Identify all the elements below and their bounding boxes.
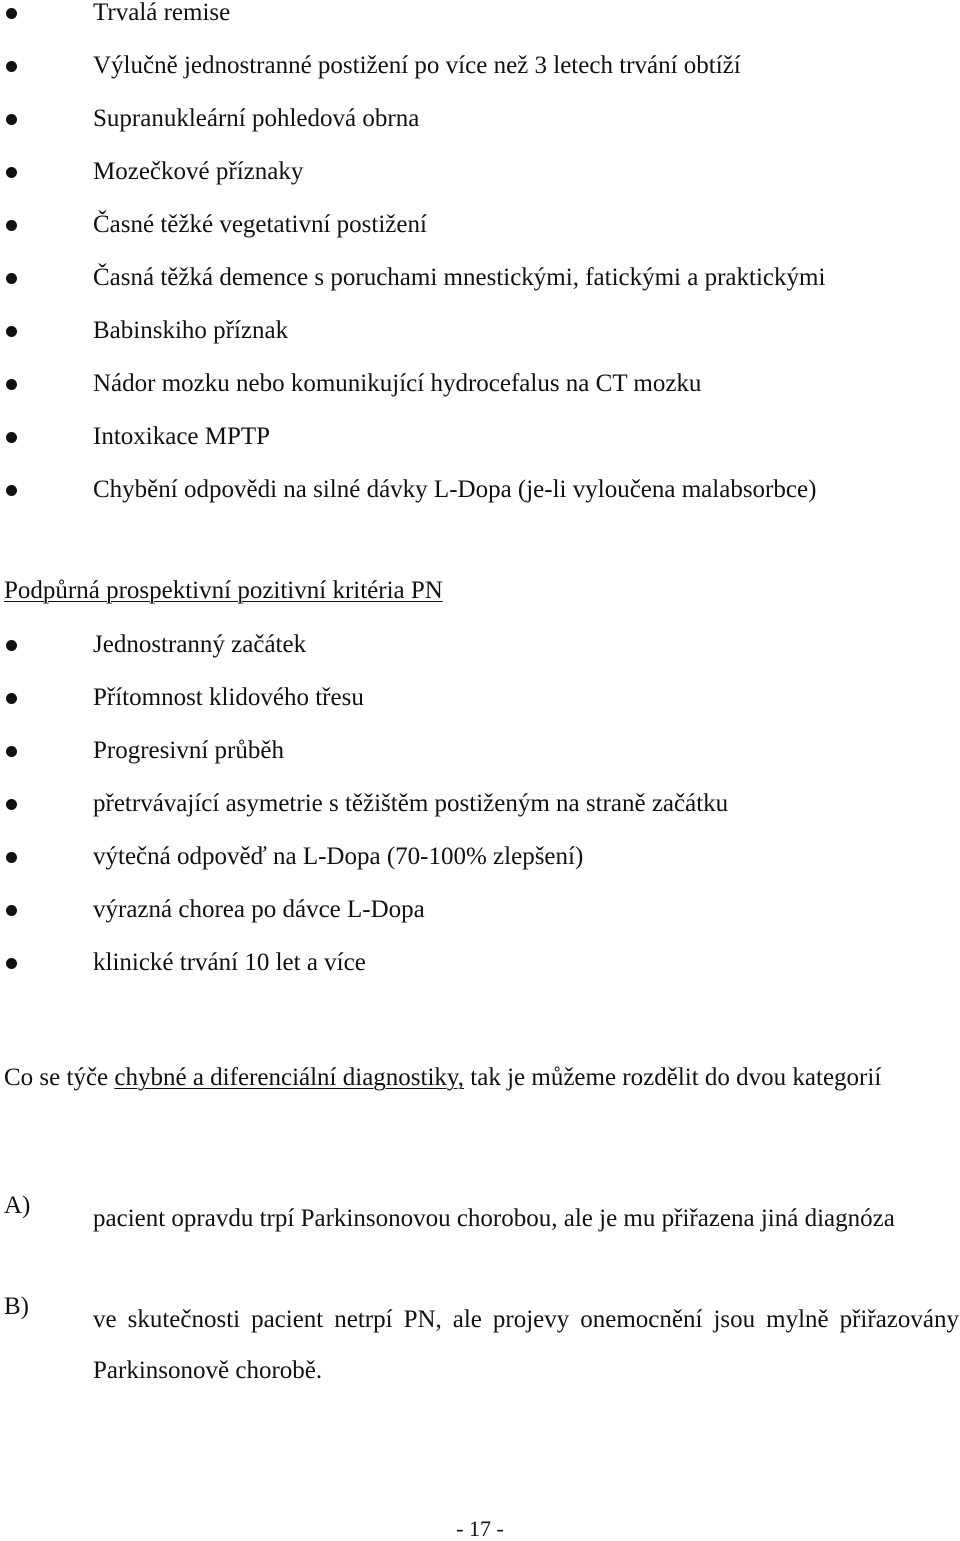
list-item-text: Časná těžká demence s poruchami mnestickými, fatickými a praktickými [93,264,826,291]
page-number: - 17 - [456,1516,504,1541]
list-item-text: Výlučně jednostranné postižení po více než 3 letech trvání obtíží [93,52,741,79]
bullet-icon [6,8,17,19]
bullet-icon [6,326,17,337]
list-item-text: klinické trvání 10 let a více [93,949,366,976]
category-text: ve skutečnosti pacient netrpí PN, ale projevy onemocnění jsou mylně přiřazovány Parkinsonově chorobě. [93,1306,959,1384]
bullet-icon [6,167,17,178]
bullet-icon [6,61,17,72]
bullet-icon [6,958,17,969]
list-item-text: Nádor mozku nebo komunikující hydrocefalus na CT mozku [93,370,702,397]
bullet-icon [6,640,17,651]
category-label: B) [4,1293,29,1320]
bullet-icon [6,273,17,284]
list-item-text: Chybění odpovědi na silné dávky L-Dopa (je-li vyloučena malabsorbce) [93,476,817,503]
diagnostics-paragraph [4,1052,934,1103]
list-item-text: Časné těžké vegetativní postižení [93,211,427,238]
bullet-icon [6,746,17,757]
paragraph-underlined-text: chybné a diferenciální diagnostiky, [114,1064,465,1091]
bullet-icon [6,905,17,916]
list-item-text: Mozečkové příznaky [93,158,304,185]
list-item-text: Progresivní průběh [93,737,284,764]
list-item-text: Trvalá remise [93,0,231,26]
bullet-icon [6,114,17,125]
paragraph-text-end: tak je můžeme rozdělit do dvou kategorií [464,1064,882,1091]
bullet-icon [6,799,17,810]
bullet-icon [6,220,17,231]
category-label: A) [4,1192,31,1219]
list-item-text: Přítomnost klidového třesu [93,684,364,711]
paragraph-text-start: Co se týče [4,1064,115,1091]
list-item-text: Supranukleární pohledová obrna [93,105,420,132]
bullet-icon [6,485,17,496]
bullet-icon [6,379,17,390]
list-item-text: přetrvávající asymetrie s těžištěm postiženým na straně začátku [93,790,729,817]
bullet-icon [6,432,17,443]
list-item-text: Babinskiho příznak [93,317,289,344]
list-item-text: Jednostranný začátek [93,631,307,658]
list-item-text: výtečná odpověď na L-Dopa (70-100% zlepšení) [93,843,584,870]
bullet-icon [6,852,17,863]
category-text: pacient opravdu trpí Parkinsonovou chorobou, ale je mu přiřazena jiná diagnóza [93,1205,895,1232]
list-item-text: Intoxikace MPTP [93,423,271,450]
bullet-icon [6,693,17,704]
list-item-text: výrazná chorea po dávce L-Dopa [93,896,425,923]
supportive-criteria-heading: Podpůrná prospektivní pozitivní kritéria PN [4,577,443,604]
